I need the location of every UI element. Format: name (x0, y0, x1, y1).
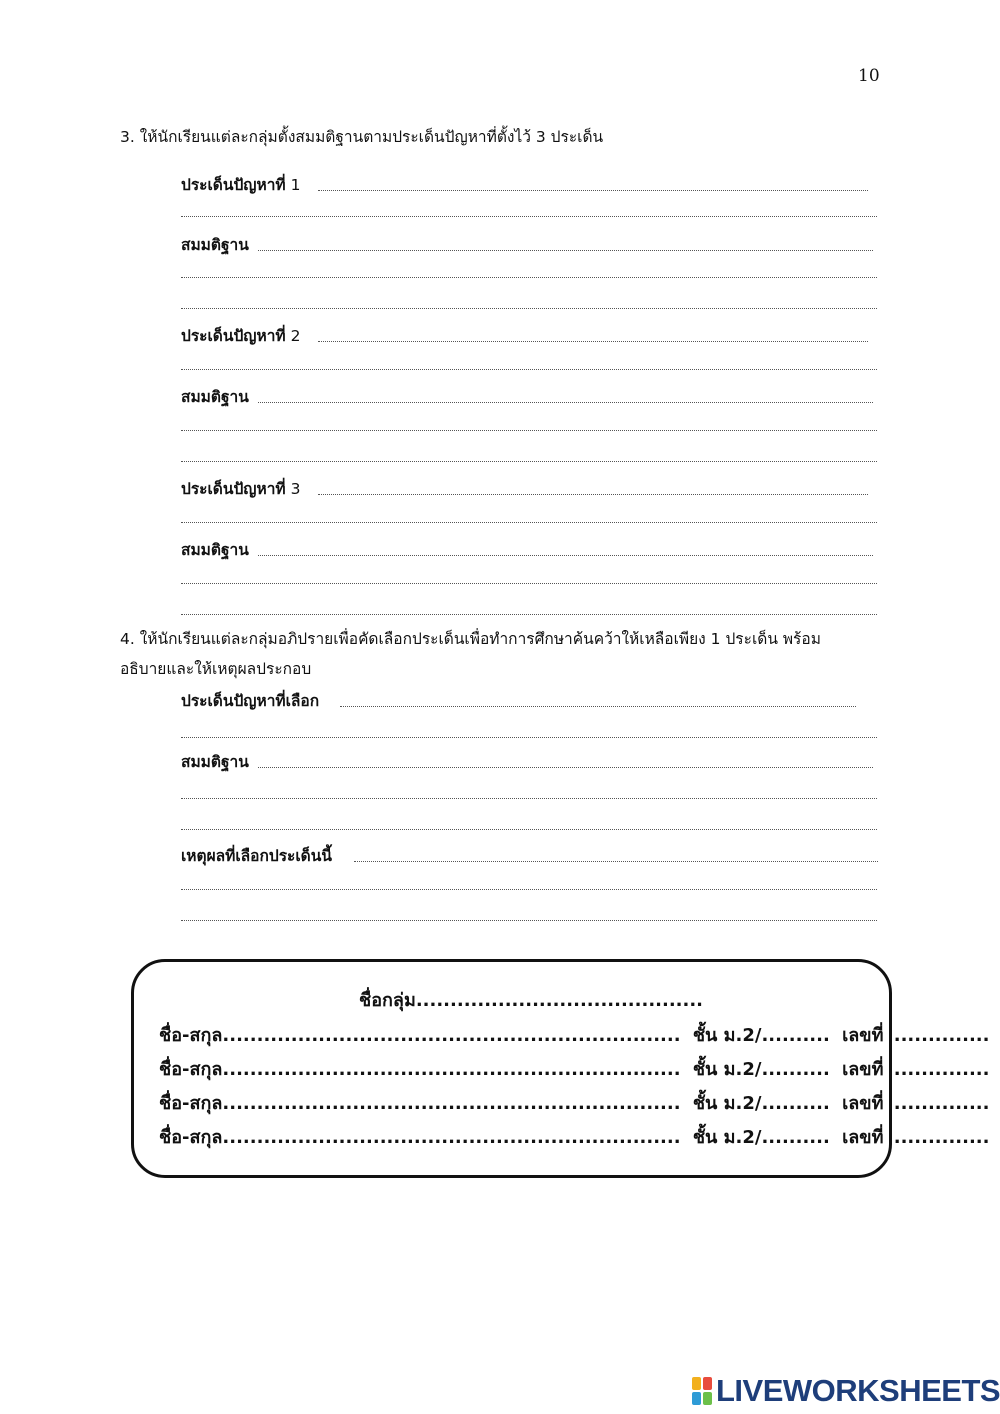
class-dots[interactable]: .......... (761, 1059, 830, 1080)
selected-issue-line[interactable] (340, 706, 856, 707)
issue-3-line[interactable] (318, 494, 868, 495)
student-row (159, 1054, 989, 1083)
number-label: เลขที่ (842, 1025, 884, 1046)
class-label: ชั้น ม.2/ (692, 1127, 762, 1148)
group-name-row[interactable] (359, 985, 703, 1014)
hypothesis-2-field[interactable] (181, 384, 877, 408)
liveworksheets-logo-icon (692, 1377, 712, 1405)
answer-line[interactable] (181, 827, 877, 830)
answer-line[interactable] (181, 275, 877, 278)
name-dots[interactable]: ................................................................... (222, 1127, 681, 1148)
hypothesis-label: สมมติฐาน (181, 541, 249, 559)
answer-line[interactable] (181, 520, 877, 523)
logo-square (703, 1392, 712, 1405)
name-label: ชื่อ-สกุล (159, 1059, 223, 1080)
answer-line[interactable] (181, 796, 877, 799)
answer-line[interactable] (181, 887, 877, 890)
logo-square (692, 1377, 701, 1390)
name-label: ชื่อ-สกุล (159, 1093, 223, 1114)
class-label: ชั้น ม.2/ (692, 1025, 762, 1046)
group-name-label: ชื่อกลุ่ม (359, 990, 416, 1011)
class-dots[interactable]: .......... (761, 1093, 830, 1114)
student-row (159, 1020, 989, 1049)
name-label: ชื่อ-สกุล (159, 1127, 223, 1148)
answer-line[interactable] (181, 306, 877, 309)
name-dots[interactable]: ................................................................... (222, 1059, 681, 1080)
selected-hypothesis-line[interactable] (258, 767, 873, 768)
logo-square (703, 1377, 712, 1390)
selected-issue-field[interactable] (181, 688, 877, 712)
issue-3-field[interactable] (181, 476, 877, 500)
answer-line[interactable] (181, 735, 877, 738)
selected-hypothesis-field[interactable] (181, 749, 877, 773)
number-dots[interactable]: .............. (893, 1127, 990, 1148)
reason-line[interactable] (354, 861, 878, 862)
hypothesis-3-line[interactable] (258, 555, 873, 556)
selected-issue-label: ประเด็นปัญหาที่เลือก (181, 692, 320, 710)
number-dots[interactable]: .............. (893, 1093, 990, 1114)
issue-label: ประเด็นปัญหาที่ (181, 480, 286, 498)
issue-1-line[interactable] (318, 190, 868, 191)
hypothesis-2-line[interactable] (258, 402, 873, 403)
class-dots[interactable]: .......... (761, 1127, 830, 1148)
student-row (159, 1122, 989, 1151)
hypothesis-label: สมมติฐาน (181, 236, 249, 254)
page-number: 10 (858, 66, 880, 86)
hypothesis-label: สมมติฐาน (181, 753, 249, 771)
reason-field[interactable] (181, 843, 877, 867)
issue-label: ประเด็นปัญหาที่ (181, 327, 286, 345)
answer-line[interactable] (181, 459, 877, 462)
issue-number: 1 (290, 176, 301, 194)
number-dots[interactable]: .............. (893, 1059, 990, 1080)
class-dots[interactable]: .......... (761, 1025, 830, 1046)
logo-square (692, 1392, 701, 1405)
group-info-box (131, 959, 990, 1178)
hypothesis-label: สมมติฐาน (181, 388, 249, 406)
question-4-line-1: 4. ให้นักเรียนแต่ละกลุ่มอภิปรายเพื่อคัดเลือกประเด็นเพื่อทำการศึกษาค้นคว้าให้เหลือเพียง 1 ประเด็น พร้อม (120, 630, 821, 648)
answer-line[interactable] (181, 581, 877, 584)
name-label: ชื่อ-สกุล (159, 1025, 223, 1046)
logo-text: LIVEWORKSHEETS (716, 1373, 1000, 1408)
issue-number: 2 (290, 327, 301, 345)
hypothesis-1-field[interactable] (181, 232, 877, 256)
hypothesis-3-field[interactable] (181, 537, 877, 561)
class-label: ชั้น ม.2/ (692, 1093, 762, 1114)
issue-1-field[interactable] (181, 172, 877, 196)
class-label: ชั้น ม.2/ (692, 1059, 762, 1080)
number-dots[interactable]: .............. (893, 1025, 990, 1046)
issue-2-line[interactable] (318, 341, 868, 342)
answer-line[interactable] (181, 367, 877, 370)
answer-line[interactable] (181, 428, 877, 431)
group-name-dots[interactable]: .......................................... (415, 990, 704, 1011)
answer-line[interactable] (181, 918, 877, 921)
number-label: เลขที่ (842, 1059, 884, 1080)
number-label: เลขที่ (842, 1127, 884, 1148)
answer-line[interactable] (181, 214, 877, 217)
number-label: เลขที่ (842, 1093, 884, 1114)
answer-line[interactable] (181, 612, 877, 615)
reason-label: เหตุผลที่เลือกประเด็นนี้ (181, 847, 332, 865)
question-4-line-2: อธิบายและให้เหตุผลประกอบ (120, 660, 312, 678)
issue-number: 3 (290, 480, 301, 498)
name-dots[interactable]: ................................................................... (222, 1025, 681, 1046)
student-row (159, 1088, 989, 1117)
name-dots[interactable]: ................................................................... (222, 1093, 681, 1114)
issue-2-field[interactable] (181, 323, 877, 347)
question-3-text: 3. ให้นักเรียนแต่ละกลุ่มตั้งสมมติฐานตามประเด็นปัญหาที่ตั้งไว้ 3 ประเด็น (120, 128, 604, 146)
issue-label: ประเด็นปัญหาที่ (181, 176, 286, 194)
hypothesis-1-line[interactable] (258, 250, 873, 251)
liveworksheets-logo[interactable] (692, 1374, 1000, 1408)
